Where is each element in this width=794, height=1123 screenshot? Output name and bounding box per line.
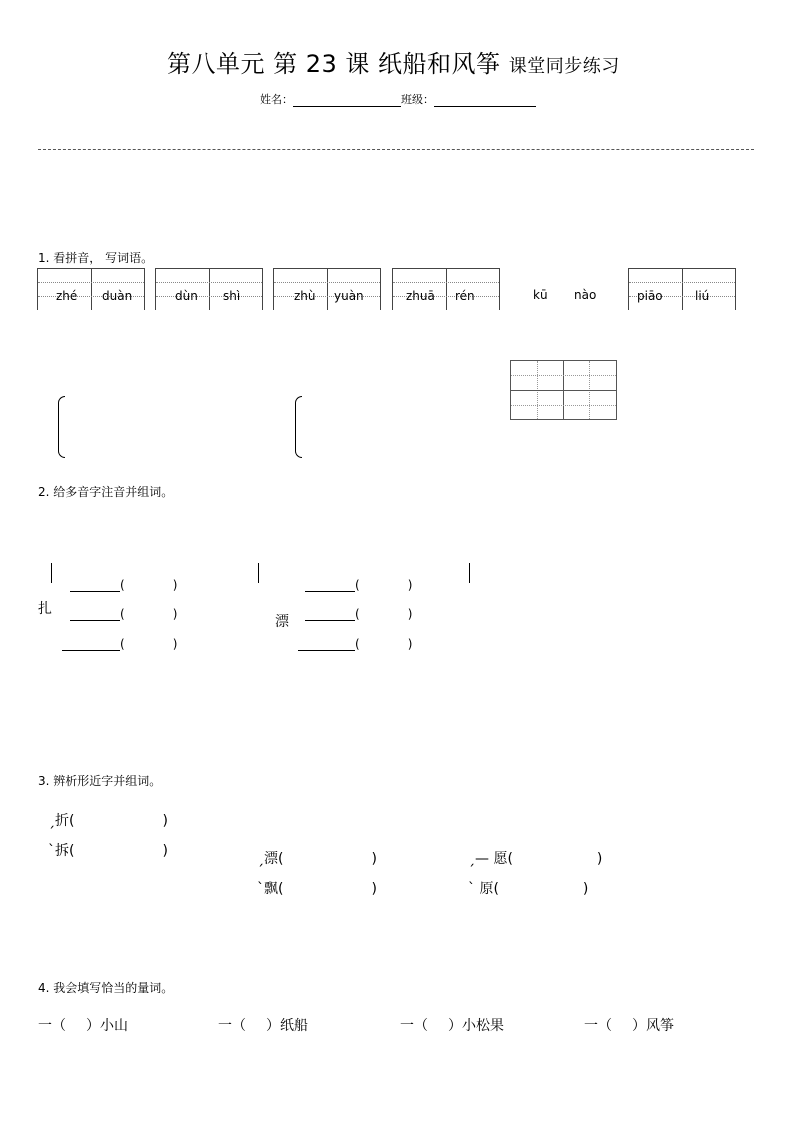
answer-line[interactable]: ( ): [298, 637, 412, 651]
char-pair-row[interactable]: ˏ漂( ): [257, 851, 377, 867]
pinyin-box-4: [392, 268, 500, 310]
page-title: [167, 44, 620, 79]
answer-line[interactable]: ( ): [70, 607, 177, 621]
pinyin-text: yuàn: [334, 289, 364, 303]
char-pair-row[interactable]: ˏ折( ): [48, 813, 168, 829]
pinyin-text: nào: [574, 288, 597, 302]
pinyin-text: dùn: [175, 289, 198, 303]
student-info: [260, 91, 536, 107]
answer-line[interactable]: ( ): [62, 637, 177, 651]
pinyin-text: zhù: [294, 289, 316, 303]
answer-line[interactable]: ( ): [305, 607, 412, 621]
measure-word-item[interactable]: 一（ ）风筝: [584, 1018, 674, 1034]
pinyin-text: rén: [455, 289, 475, 303]
measure-word-item[interactable]: 一（ ）小山: [38, 1018, 128, 1034]
char-pair-row[interactable]: ˋ拆( ): [48, 843, 168, 859]
char-pair-row[interactable]: ˋ 原( ): [468, 881, 589, 897]
pinyin-text: piāo: [637, 289, 663, 303]
pinyin-box-3: [273, 268, 381, 310]
title-sub: 课堂同步练习: [508, 56, 620, 77]
class-label: 班级：: [401, 93, 434, 106]
char-pair-row[interactable]: ˋ飘( ): [257, 881, 377, 897]
writing-grid[interactable]: [510, 360, 617, 420]
pinyin-text: kū: [533, 288, 548, 302]
measure-word-item[interactable]: 一（ ）小松果: [400, 1018, 504, 1034]
answer-line[interactable]: ( ): [70, 578, 177, 592]
pinyin-text: duàn: [102, 289, 133, 303]
polyphone-char: 漂: [275, 614, 289, 630]
polyphone-char: 扎: [38, 601, 52, 617]
pinyin-text: zhé: [56, 289, 78, 303]
q3-title: 3. 辨析形近字并组词。: [38, 774, 162, 788]
q4-title: 4. 我会填写恰当的量词。: [38, 981, 174, 995]
left-bracket: [295, 396, 302, 458]
name-label: 姓名：: [260, 93, 293, 106]
left-bracket: [58, 396, 65, 458]
q2-title: 2. 给多音字注音并组词。: [38, 485, 174, 499]
dashed-divider: [38, 149, 754, 150]
name-field[interactable]: [293, 96, 401, 107]
q1-title: 1. 看拼音， 写词语。: [38, 251, 154, 265]
measure-word-item[interactable]: 一（ ）纸船: [218, 1018, 308, 1034]
divider-bar: [258, 563, 259, 583]
title-main: 第八单元 第 23 课 纸船和风筝: [167, 50, 501, 78]
divider-bar: [469, 563, 470, 583]
answer-line[interactable]: ( ): [305, 578, 412, 592]
pinyin-box-2: [155, 268, 263, 310]
pinyin-text: liú: [695, 289, 710, 303]
pinyin-text: zhuā: [406, 289, 435, 303]
class-field[interactable]: [434, 96, 536, 107]
char-pair-row[interactable]: ˏ— 愿( ): [468, 851, 603, 867]
pinyin-text: shì: [223, 289, 241, 303]
divider-bar: [51, 563, 52, 583]
pinyin-box-1: [37, 268, 145, 310]
pinyin-box-6: [628, 268, 736, 310]
